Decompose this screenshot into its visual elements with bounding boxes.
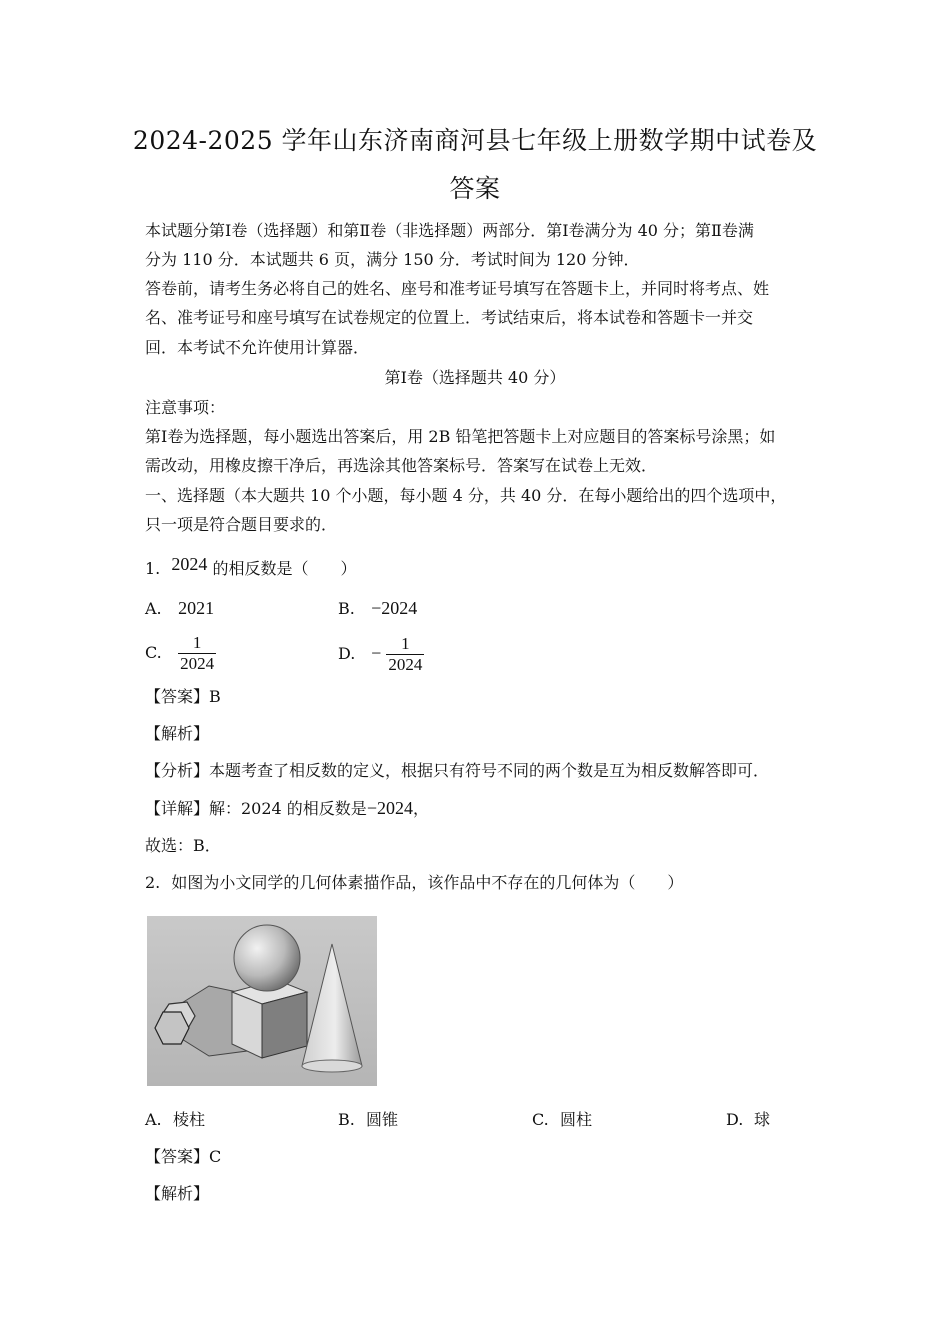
part-instruction-line-2: 只一项是符合题目要求的． — [145, 515, 338, 534]
document-title-line-1: 2024-2025 学年山东济南商河县七年级上册数学期中试卷及 — [132, 126, 818, 155]
q1-option-c: C. $\frac{1}{2024}$ — [145, 633, 215, 673]
intro-paragraph-1-line-2: 分为 110 分．本试题共 6 页，满分 150 分．考试时间为 120 分钟． — [145, 250, 640, 269]
intro-paragraph-2-line-3: 回．本考试不允许使用计算器． — [145, 338, 370, 357]
q2-option-b: B. 圆锥 — [338, 1110, 399, 1129]
sphere — [234, 925, 300, 991]
q1-option-d: D. − $\frac{1}{2024}$ — [338, 634, 423, 674]
q1-option-d-fraction: $\frac{1}{2024}$ — [388, 634, 423, 674]
question-2-stem — [145, 871, 683, 895]
q1-detail-math: −2024 — [366, 798, 413, 818]
q1-answer: 【答案】B — [145, 687, 221, 706]
q1-analysis-label: 【解析】 — [145, 724, 210, 743]
q1-option-c-fraction: $\frac{1}{2024}$ — [180, 633, 215, 673]
intro-paragraph-2-line-1: 答卷前，请考生务必将自己的姓名、座号和准考证号填写在答题卡上，并同时将考点、姓 — [145, 279, 770, 298]
q2-answer: 【答案】C — [145, 1147, 222, 1166]
q2-option-c: C. 圆柱 — [532, 1110, 593, 1129]
q1-fenxi: 【分析】本题考查了相反数的定义，根据只有符号不同的两个数是互为相反数解答即可． — [145, 761, 770, 780]
q1-option-a-value: 2021 — [178, 598, 215, 618]
question-1-text: 的相反数是（ ） — [212, 559, 357, 578]
intro-paragraph-1-line-1: 本试题分第Ⅰ卷（选择题）和第Ⅱ卷（非选择题）两部分．第Ⅰ卷满分为 40 分；第Ⅱ卷满 — [145, 221, 754, 240]
q1-option-a: A. 2021 — [145, 598, 215, 618]
notice-line-1: 第Ⅰ卷为选择题，每小题选出答案后，用 2B 铅笔把答题卡上对应题目的答案标号涂黑；如 — [145, 427, 776, 446]
document-title-line-2: 答案 — [449, 174, 501, 203]
part-instruction-line-1: 一、选择题（本大题共 10 个小题，每小题 4 分，共 40 分．在每小题给出的四个选项中， — [145, 486, 787, 505]
cube — [232, 980, 307, 1058]
q1-detail: 【详解】解：2024 的相反数是−2024， — [145, 798, 429, 818]
intro-paragraph-2-line-2: 名、准考证号和座号填写在试卷规定的位置上．考试结束后，将本试卷和答题卡一并交 — [145, 308, 754, 327]
geometry-sketch-image — [147, 916, 377, 1086]
q2-analysis-label: 【解析】 — [145, 1184, 210, 1203]
question-1-stem — [145, 556, 356, 581]
q2-option-a: A. 棱柱 — [145, 1110, 206, 1129]
q1-option-b-value: −2024 — [371, 598, 418, 618]
question-1-math: 2024 — [171, 554, 208, 574]
question-1-number: 1. — [145, 559, 161, 578]
q1-option-b: B. −2024 — [338, 598, 418, 618]
notice-line-2: 需改动，用橡皮擦干净后，再选涂其他答案标号．答案写在试卷上无效． — [145, 456, 658, 475]
q2-option-d: D. 球 — [726, 1110, 771, 1129]
question-2-text: 如图为小文同学的几何体素描作品，该作品中不存在的几何体为（ ） — [171, 873, 684, 892]
q1-conclusion: 故选：B． — [145, 836, 221, 855]
notice-label: 注意事项： — [145, 398, 226, 417]
section-heading: 第Ⅰ卷（选择题共 40 分） — [384, 368, 566, 387]
question-2-number: 2. — [145, 873, 161, 892]
